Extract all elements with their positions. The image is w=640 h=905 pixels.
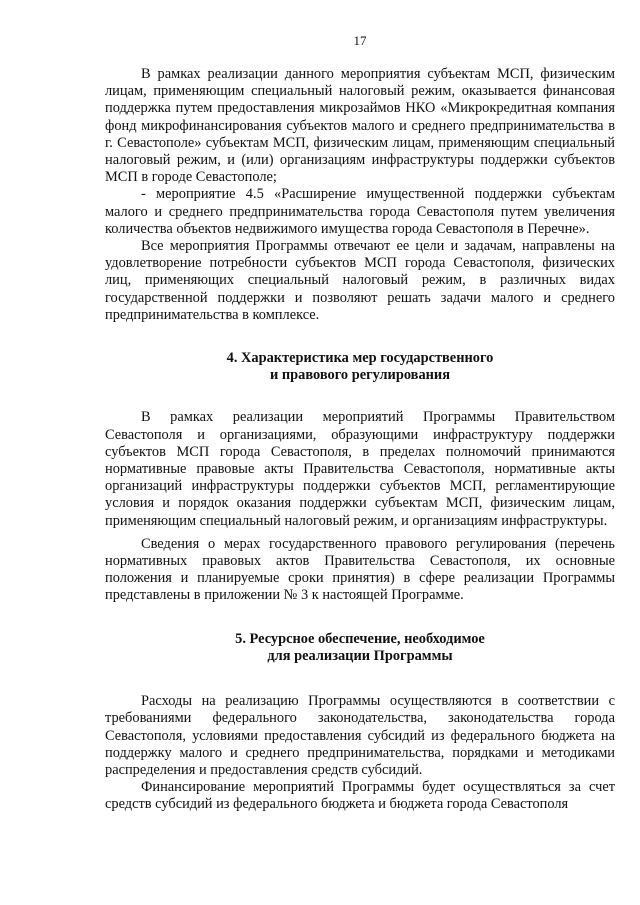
section-4-heading [105,350,615,384]
section-5-paragraph-expenses: Расходы на реализацию Программы осуществляются в соответствии с требованиями федерального законодательства, законодательства города Севастополя, условиями предоставления субсидий из федерального бюджета на поддержку малого и среднего предпринимательства, порядками и методиками распределения и предоставления средств субсидий. [105,693,615,778]
paragraph-microloans: В рамках реализации данного мероприятия субъектам МСП, физическим лицам, применяющим специальный налоговый режим, оказывается финансовая поддержка путем предоставления микрозаймов НКО «Микрокредитная компания фонд микрофинансирования субъектов малого и среднего предпринимательства в г. Севастополе» субъектам МСП, физическим лицам, применяющим специальный налоговый режим, и (или) организациям инфраструктуры поддержки субъектов МСП в городе Севастополе; [105,66,615,186]
section-5-heading [105,631,615,665]
section-4-paragraph-regulation: В рамках реализации мероприятий Программы Правительством Севастополя и организациями, образующими инфраструктуру поддержки субъектов МСП города Севастополя, в пределах полномочий принимаются нормативные правовые акты Правительства Севастополя, нормативные акты организаций инфраструктуры поддержки субъектов МСП, регламентирующие условия и порядок оказания поддержки субъектам МСП, физическим лицам, применяющим специальный налоговый режим, и организациям инфраструктуры. [105,409,615,529]
section-4-heading-line-2: и правового регулирования [269,367,451,384]
section-4-heading-line-1: 4. Характеристика мер государственного [226,350,494,367]
page-number: 17 [353,33,367,48]
section-5-heading-line-2: для реализации Программы [267,647,453,664]
document-body [105,66,615,814]
paragraph-measure-4-5: - мероприятие 4.5 «Расширение имущественной поддержки субъектам малого и среднего предпринимательства города Севастополя путем увеличения количества объектов недвижимого имущества города Севастополя в Перечне». [105,186,615,237]
document-page [105,0,615,905]
section-4-paragraph-appendix: Сведения о мерах государственного правового регулирования (перечень нормативных правовых актов Правительства Севастополя, их основные положения и планируемые сроки принятия) в сфере реализации Программы представлены в приложении № 3 к настоящей Программе. [105,535,615,604]
section-5-paragraph-financing: Финансирование мероприятий Программы будет осуществляться за счет средств субсидий из федерального бюджета и бюджета города Севастополя [105,779,615,813]
section-5-heading-line-1: 5. Ресурсное обеспечение, необходимое [235,630,485,647]
paragraph-program-measures: Все мероприятия Программы отвечают ее цели и задачам, направлены на удовлетворение потребности субъектов МСП города Севастополя, физических лиц, применяющих специальный налоговый режим, в различных видах государственной поддержки и позволяют решать задачи малого и среднего предпринимательства в комплексе. [105,238,615,323]
